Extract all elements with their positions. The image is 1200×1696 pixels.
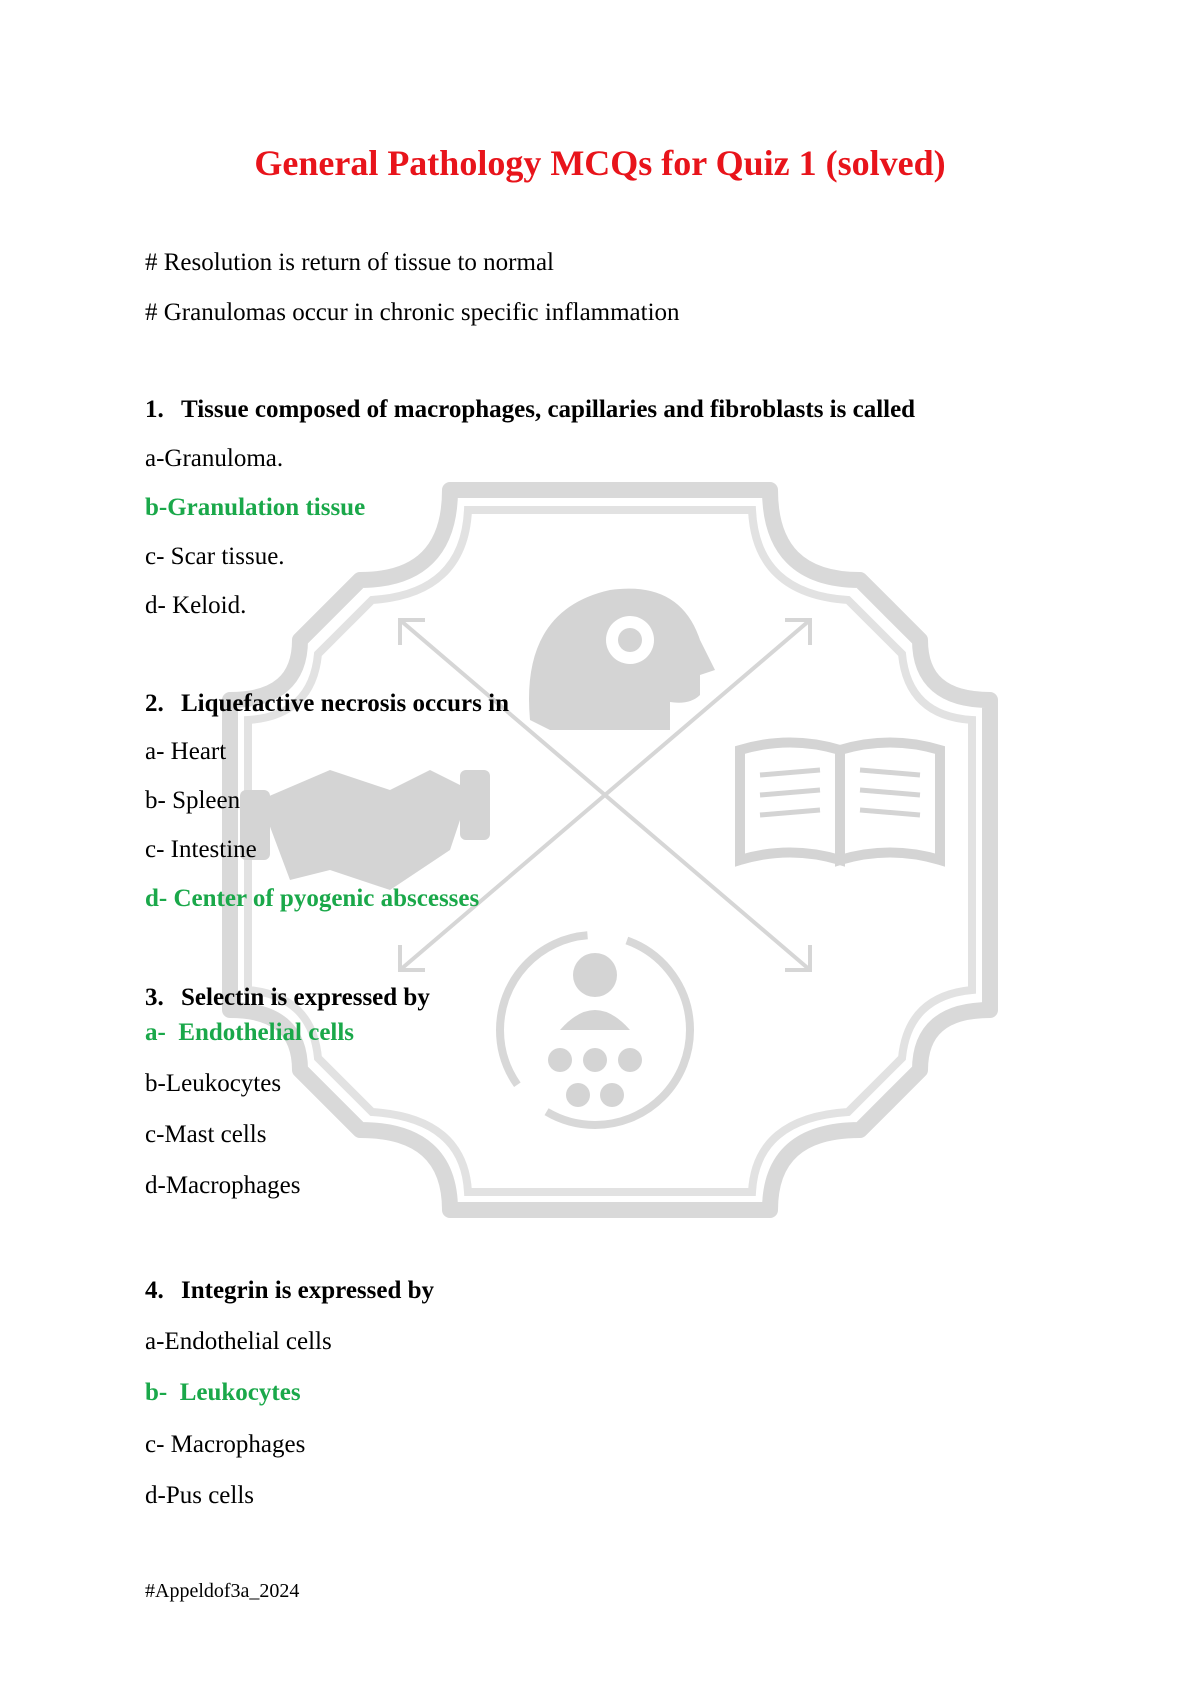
note-resolution: # Resolution is return of tissue to normal (145, 249, 554, 276)
question-text: Integrin is expressed by (181, 1277, 435, 1304)
option-1c: c- Scar tissue. (145, 543, 285, 570)
question-3 (145, 983, 430, 1013)
question-number: 1. (145, 396, 164, 423)
option-2d-correct: d- Center of pyogenic abscesses (145, 885, 480, 912)
question-2 (145, 689, 509, 719)
question-4 (145, 1276, 434, 1306)
question-number: 3. (145, 984, 164, 1011)
option-3b: b-Leukocytes (145, 1070, 282, 1097)
option-1d: d- Keloid. (145, 592, 247, 619)
option-3a-correct: a- Endothelial cells (145, 1019, 355, 1046)
question-text: Selectin is expressed by (181, 984, 430, 1011)
question-number: 4. (145, 1277, 164, 1304)
option-1a: a-Granuloma. (145, 445, 284, 472)
question-number: 2. (145, 690, 164, 717)
note-granulomas: # Granulomas occur in chronic specific inflammation (145, 299, 680, 326)
option-2a: a- Heart (145, 738, 227, 765)
option-4b-correct: b- Leukocytes (145, 1379, 301, 1406)
option-2b: b- Spleen (145, 787, 241, 814)
question-text: Tissue composed of macrophages, capillaries and fibroblasts is called (181, 396, 916, 423)
footer-hashtag: #Appeldof3a_2024 (145, 1580, 300, 1602)
question-text: Liquefactive necrosis occurs in (181, 690, 509, 717)
option-3d: d-Macrophages (145, 1172, 301, 1199)
option-4a: a-Endothelial cells (145, 1328, 332, 1355)
option-4d: d-Pus cells (145, 1482, 255, 1509)
option-3c: c-Mast cells (145, 1121, 267, 1148)
page-title: General Pathology MCQs for Quiz 1 (solved) (254, 143, 946, 183)
question-1 (145, 395, 915, 425)
option-1b-correct: b-Granulation tissue (145, 494, 366, 521)
option-2c: c- Intestine (145, 836, 257, 863)
option-4c: c- Macrophages (145, 1431, 306, 1458)
